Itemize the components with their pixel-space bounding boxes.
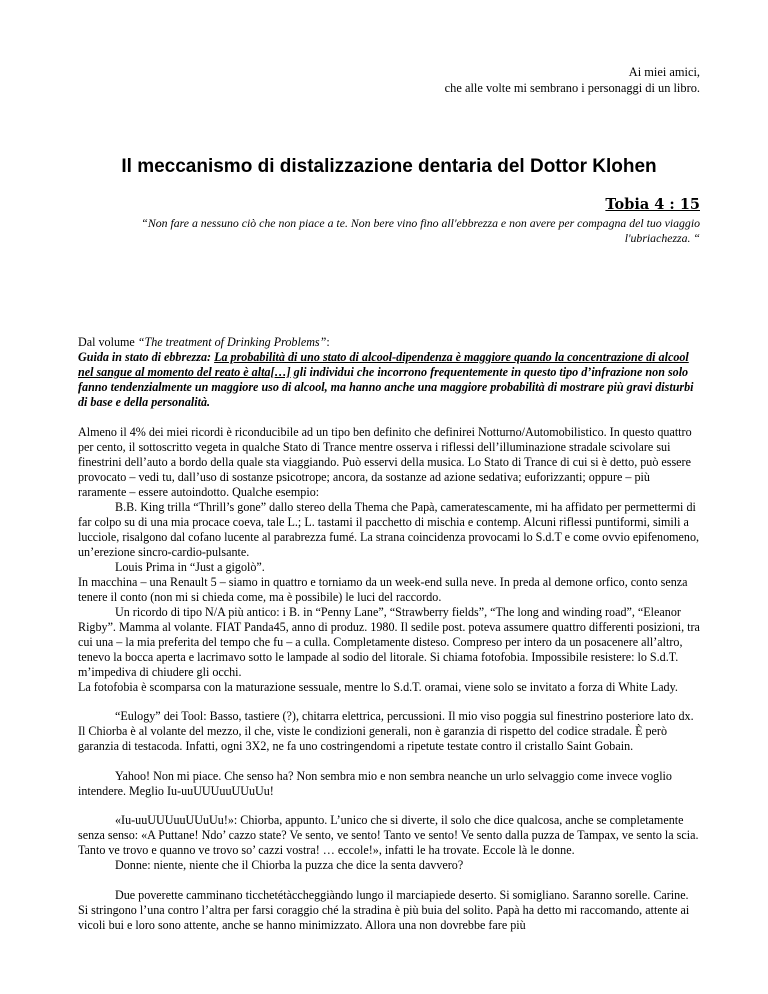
excerpt-underlined: La probabilità di uno stato di alcool-dipendenza è maggiore quando la concentrazione di alcool nel sangue al momento del reato è alta[…] bbox=[78, 350, 689, 379]
document-body bbox=[78, 335, 700, 933]
excerpt-book-title: “The treatment of Drinking Problems” bbox=[137, 335, 327, 349]
epigraph-line-1: “Non fare a nessuno ciò che non piace a te. Non bere vino fino all'ebbrezza e non avere per compagna del tuo viaggio bbox=[141, 216, 700, 230]
paragraph: In macchina – una Renault 5 – siamo in quattro e torniamo da un week-end sulla neve. In preda al demone orfico, conto senza tenere il conto (non mi si chieda come, ma è possibile) le luci del raccordo. bbox=[78, 574, 688, 604]
excerpt-heading: Guida in stato di ebbrezza: bbox=[78, 350, 215, 364]
epigraph-line-2: l'ubriachezza. “ bbox=[624, 231, 700, 245]
dedication-line-2: che alle volte mi sembrano i personaggi di un libro. bbox=[444, 81, 700, 95]
excerpt-intro-end: : bbox=[326, 335, 330, 349]
paragraph: Un ricordo di tipo N/A più antico: i B. in “Penny Lane”, “Strawberry fields”, “The long and winding road”, “Eleanor Rigby”. Mamma al volante. FIAT Panda45, anno di produz. 1980. Il sedile post. poteva assumere quattro differenti posizioni, tra cui una – la mia preferita del tempo che fu – a culla. Completamente disteso. Compreso per intero da un posacenere all’altro, tenevo la bocca aperta e lacrimavo sotto le lampade al sodio del litorale. Si chiama fotofobia. Impossibile resistere: lo S.d.T. m’impediva di chiudere gli occhi. bbox=[78, 604, 700, 679]
excerpt-intro: Dal volume bbox=[78, 335, 138, 349]
dedication bbox=[445, 64, 700, 96]
paragraph: «Iu-uuUUUuuUUuUu!»: Chiorba, appunto. L’unico che si diverte, il solo che dice qualcosa, anche se completamente senza senso: «A Puttane! Ndo’ cazzo state? Ve sento, ve sento! Tanto ve sento! Ve sento dalla puzza de Tampax, ve sento la scia. Tanto ve trovo e quanno ve trovo so’ cazzi vostra! … eccole!», infatti le ha trovate. Eccole là le donne. bbox=[78, 813, 699, 857]
paragraph: Due poverette camminano ticchetétàccheggiàndo lungo il marciapiede deserto. Si somigliano. Saranno sorelle. Carine. Si stringono l’una contro l’altra per farsi coraggio ché la stradina è più buia del solito. Papà ha detto mi raccomando, attente ai vicoli bui e loro sono attente, anche se hanno minimizzato. Allora una non dovrebbe fare più bbox=[78, 887, 690, 932]
epigraph-quote bbox=[78, 216, 700, 246]
paragraph: Yahoo! Non mi piace. Che senso ha? Non sembra mio e non sembra neanche un urlo selvaggio come invece voglio intendere. Meglio Iu-uuUUUuuUUuUu! bbox=[78, 768, 672, 798]
paragraph: Louis Prima in “Just a gigolò”. bbox=[115, 559, 265, 574]
document-page bbox=[78, 0, 700, 994]
paragraph: “Eulogy” dei Tool: Basso, tastiere (?), chitarra elettrica, percussioni. Il mio viso poggia sul finestrino posteriore lato dx. Il Chiorba è al volante del mezzo, il che, viste le condizioni generali, non è garanzia di rispetto del codice stradale. È però garanzia di testacoda. Infatti, ogni 3X2, ne fa uno costringendomi a ripetute testate contro il cristallo Saint Gobain. bbox=[78, 709, 694, 753]
paragraph: La fotofobia è scomparsa con la maturazione sessuale, mentre lo S.d.T. oramai, viene solo se invitato a forza di White Lady. bbox=[78, 679, 678, 694]
paragraph: Almeno il 4% dei miei ricordi è riconducibile ad un tipo ben definito che definirei Notturno/Automobilistico. In questo quattro per cento, il sottoscritto vegeta in qualche Stato di Trance mentre osserva i riflessi dell’illuminazione stradale scivolare sui finestrini dell’auto a bordo della quale sta viaggiando. Può esservi della musica. Lo Stato di Trance di cui si è detto, può essere provocato – vedi tu, dall’uso di sostanze psicotrope; ancora, da sostanze ad azione sedativa; euforizzanti; oppure – più raramente – essere autoindotto. Qualche esempio: bbox=[78, 424, 692, 499]
paragraph: B.B. King trilla “Thrill’s gone” dallo stereo della Thema che Papà, cameratescamente, mi ha affidato per permettermi di far colpo su di una mia procace coeva, tale L.; L. tastami il pacchetto di mischia e contemp. Alcuni riflessi puntiformi, simili a lucciole, risalgono dal cofano lucente al parabrezza fumé. La strana coincidenza provocami lo S.d.T e come ovvio epifenomeno, un’erezione sincro-cardio-pulsante. bbox=[78, 499, 700, 559]
excerpt-quote bbox=[78, 350, 700, 410]
document-title: Il meccanismo di distalizzazione dentaria del Dottor Klohen bbox=[121, 156, 657, 177]
dedication-line-1: Ai miei amici, bbox=[628, 65, 700, 79]
epigraph-reference: Tobia 4 : 15 bbox=[605, 196, 700, 213]
excerpt-rest: gli individui che incorrono frequentemente in questo tipo d’infrazione non solo fanno tendenzialmente un maggiore uso di alcool, ma hanno anche una maggiore probabilità di mostrare più gravi disturbi di base e della personalità. bbox=[78, 365, 694, 409]
excerpt-source bbox=[78, 335, 700, 350]
paragraph: Donne: niente, niente che il Chiorba la puzza che dice la senta davvero? bbox=[115, 858, 464, 872]
